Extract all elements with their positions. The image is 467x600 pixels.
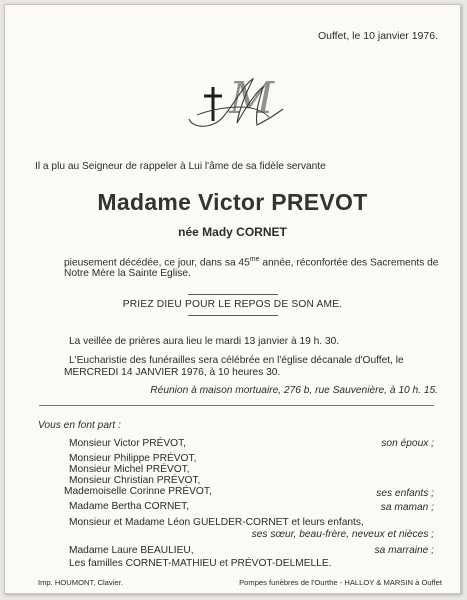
printer-credit: Imp. HOUMONT, Clavier. [38,578,123,587]
decease-sup: me [249,256,260,263]
maiden-name: née Mady CORNET [178,225,287,239]
decease-text-b: année, réconfortée des Sacrements de [259,257,439,269]
funeral-home-credit: Pompes funèbres de l'Ourthe - HALLOY & MARSIN à Ouffet [239,578,442,587]
family-name-3: Monsieur Christian PRÉVOT, [69,475,201,486]
family-name-0: Monsieur Victor PRÉVOT, [69,438,187,449]
prayer-text: PRIEZ DIEU POUR LE REPOS DE SON AME. [122,299,343,310]
family-name-6: Monsieur et Madame Léon GUELDER-CORNET et leurs enfants, [69,517,364,528]
eucharist-line-1: L'Eucharistie des funérailles sera célébrée en l'église décanale d'Ouffet, le [69,355,404,366]
family-name-4: Mademoiselle Corinne PRÉVOT, [64,486,212,497]
obituary-card [4,4,461,594]
decease-line-1 [64,256,438,268]
divider-mid [39,405,434,406]
monogram-letter: M [229,73,275,124]
divider-bottom [188,315,278,316]
decease-text-a: pieusement décédée, ce jour, dans sa 45 [64,257,250,269]
vigil-text: La veillée de prières aura lieu le mardi 13 janvier à 19 h. 30. [69,336,340,347]
deceased-name: Madame Victor PREVOT [97,189,368,215]
decease-line-2: Notre Mère la Sainte Eglise. [64,268,191,279]
cross-monogram [183,71,293,133]
family-role-5: sa maman ; [380,502,434,513]
family-intro: Vous en font part : [38,420,121,431]
family-role-0: son époux ; [381,438,434,449]
family-role-4: ses enfants ; [376,488,434,499]
family-role-8: sa marraine ; [374,545,434,556]
family-name-2: Monsieur Michel PRÉVOT, [69,464,190,475]
divider-top [188,294,278,295]
meeting-text: Réunion à maison mortuaire, 276 b, rue Sauvenière, à 10 h. 15. [150,385,438,396]
family-role-7: ses sœur, beau-frère, neveux et nièces ; [251,529,434,540]
family-name-5: Madame Bertha CORNET, [69,501,190,512]
family-name-8: Madame Laure BEAULIEU, [69,545,194,556]
intro-text: Il a plu au Seigneur de rappeler à Lui l'âme de sa fidèle servante [35,161,326,172]
eucharist-line-2: MERCREDI 14 JANVIER 1976, à 10 heures 30. [64,367,281,378]
family-name-9: Les familles CORNET-MATHIEU et PRÉVOT-DELMELLE. [69,558,332,569]
family-name-1: Monsieur Philippe PRÉVOT, [69,453,197,464]
place-date: Ouffet, le 10 janvier 1976. [317,30,438,42]
